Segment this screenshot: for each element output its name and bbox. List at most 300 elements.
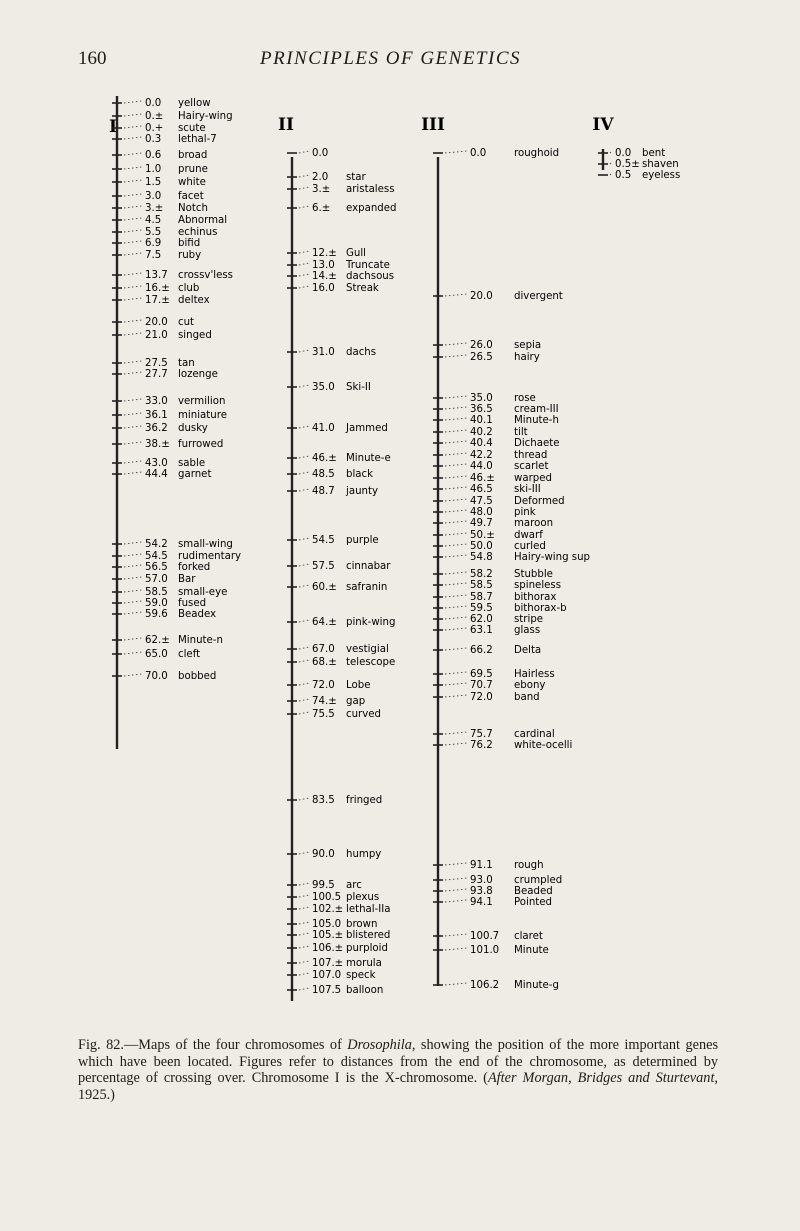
locus-leader (299, 852, 309, 854)
locus-gene: Beadex (178, 609, 217, 620)
locus-leader (124, 101, 142, 103)
locus-leader (445, 628, 467, 630)
locus-leader (445, 948, 467, 950)
locus-gene: thread (514, 450, 548, 461)
locus-gene: Minute-h (514, 415, 559, 426)
locus-gene: sable (178, 458, 206, 469)
locus-gene: vestigial (346, 644, 389, 655)
locus-position: 72.0 (312, 680, 335, 691)
locus-leader (445, 343, 467, 345)
locus-position: 35.0 (312, 382, 335, 393)
locus-position: 38.± (145, 439, 170, 450)
locus-gene: arc (346, 880, 362, 891)
locus-leader (445, 487, 467, 489)
locus-position: 46.5 (470, 484, 493, 495)
locus-position: 43.0 (145, 458, 168, 469)
locus-position: 0.0 (615, 148, 632, 159)
locus-leader (124, 253, 142, 255)
chromosome-I-label: I (109, 117, 117, 137)
locus-gene: scute (178, 123, 206, 134)
locus-position: 107.± (312, 958, 344, 969)
locus-leader (124, 320, 142, 322)
locus-gene: prune (178, 164, 208, 175)
locus-position: 91.1 (470, 860, 493, 871)
locus-leader (445, 672, 467, 674)
locus-gene: plexus (346, 892, 380, 903)
locus-gene: rose (514, 393, 536, 404)
locus-leader (445, 732, 467, 734)
locus-gene: small-wing (178, 539, 233, 550)
locus-position: 66.2 (470, 645, 493, 656)
locus-leader (445, 355, 467, 357)
locus-leader (124, 577, 142, 579)
locus-leader (299, 660, 309, 662)
locus-leader (124, 298, 142, 300)
locus-gene: furrowed (178, 439, 224, 450)
caption-text-c: , 1925.) (78, 1070, 718, 1103)
locus-position: 0.0 (470, 148, 487, 159)
locus-position: 14.± (312, 271, 337, 282)
locus-gene: bobbed (178, 671, 217, 682)
locus-leader (445, 617, 467, 619)
locus-gene: pink-wing (346, 617, 396, 628)
locus-gene: Beaded (514, 886, 553, 897)
locus-gene: club (178, 283, 200, 294)
locus-gene: crossv'less (178, 270, 233, 281)
locus-position: 54.8 (470, 552, 493, 563)
locus-leader (445, 743, 467, 745)
locus-gene: fringed (346, 795, 383, 806)
locus-leader (445, 572, 467, 574)
caption-genus: Drosophila (347, 1037, 412, 1053)
locus-leader (124, 638, 142, 640)
locus-position: 64.± (312, 617, 337, 628)
page-number: 160 (78, 48, 107, 69)
locus-leader (124, 273, 142, 275)
locus-position: 59.5 (470, 603, 493, 614)
locus-position: 3.± (145, 203, 164, 214)
locus-leader (124, 167, 142, 169)
locus-leader (445, 430, 467, 432)
locus-leader (299, 286, 309, 288)
locus-leader (445, 499, 467, 501)
locus-gene: ski-III (514, 484, 541, 495)
locus-leader (299, 988, 309, 990)
locus-position: 62.0 (470, 614, 493, 625)
locus-leader (124, 333, 142, 335)
locus-leader (124, 372, 142, 374)
locus-gene: roughoid (514, 148, 560, 159)
locus-position: 1.5 (145, 177, 162, 188)
locus-position: 101.0 (470, 945, 500, 956)
locus-leader (445, 934, 467, 936)
locus-leader (124, 230, 142, 232)
locus-position: 0.5± (615, 159, 640, 170)
locus-position: 0.± (145, 111, 164, 122)
locus-leader (124, 674, 142, 676)
locus-position: 99.5 (312, 880, 335, 891)
locus-position: 40.1 (470, 415, 493, 426)
locus-position: 41.0 (312, 423, 335, 434)
locus-position: 56.5 (145, 562, 168, 573)
locus-gene: Minute-n (178, 635, 223, 646)
locus-position: 58.2 (470, 569, 493, 580)
locus-leader (124, 399, 142, 401)
locus-gene: bithorax (514, 592, 557, 603)
locus-gene: aristaless (346, 184, 395, 195)
locus-gene: vermilion (178, 396, 226, 407)
locus-gene: telescope (346, 657, 396, 668)
running-head: PRINCIPLES OF GENETICS (260, 48, 521, 69)
locus-gene: jaunty (346, 486, 379, 497)
locus-gene: Gull (346, 248, 367, 259)
locus-position: 67.0 (312, 644, 335, 655)
locus-position: 59.6 (145, 609, 168, 620)
locus-gene: dachsous (346, 271, 395, 282)
locus-gene: stripe (514, 614, 544, 625)
locus-leader (445, 683, 467, 685)
locus-leader (299, 426, 309, 428)
locus-gene: Bar (178, 574, 196, 585)
locus-leader (299, 456, 309, 458)
locus-leader (124, 137, 142, 139)
locus-position: 6.9 (145, 238, 162, 249)
locus-position: 106.± (312, 943, 344, 954)
locus-position: 69.5 (470, 669, 493, 680)
locus-gene: purple (346, 535, 379, 546)
locus-gene: rough (514, 860, 544, 871)
locus-gene: blistered (346, 930, 391, 941)
locus-gene: Jammed (346, 423, 388, 434)
locus-position: 107.0 (312, 970, 342, 981)
locus-gene: maroon (514, 518, 554, 529)
locus-gene: curled (514, 541, 546, 552)
locus-leader (445, 476, 467, 478)
locus-leader (299, 712, 309, 714)
locus-leader (124, 554, 142, 556)
locus-position: 0.5 (615, 170, 632, 181)
locus-gene: lethal-IIa (346, 904, 391, 915)
locus-gene: cardinal (514, 729, 555, 740)
locus-leader (299, 206, 309, 208)
locus-gene: band (514, 692, 540, 703)
locus-leader (445, 294, 467, 296)
locus-leader (299, 472, 309, 474)
locus-position: 48.5 (312, 469, 335, 480)
locus-position: 74.± (312, 696, 337, 707)
locus-leader (124, 612, 142, 614)
locus-gene: morula (346, 958, 382, 969)
locus-position: 47.5 (470, 496, 493, 507)
locus-gene: pink (514, 507, 536, 518)
locus-leader (445, 441, 467, 443)
locus-gene: broad (178, 150, 208, 161)
locus-gene: singed (178, 330, 212, 341)
locus-gene: Hairy-wing (178, 111, 233, 122)
locus-position: 2.0 (312, 172, 329, 183)
locus-position: 42.2 (470, 450, 493, 461)
locus-gene: small-eye (178, 587, 228, 598)
locus-leader (445, 151, 467, 153)
locus-gene: Hairless (514, 669, 555, 680)
locus-leader (299, 683, 309, 685)
locus-position: 63.1 (470, 625, 493, 636)
locus-position: 100.7 (470, 931, 500, 942)
locus-gene: ruby (178, 250, 202, 261)
locus-gene: star (346, 172, 366, 183)
locus-leader (445, 544, 467, 546)
locus-position: 17.± (145, 295, 170, 306)
locus-position: 90.0 (312, 849, 335, 860)
locus-gene: Notch (178, 203, 208, 214)
locus-position: 59.0 (145, 598, 168, 609)
locus-leader (124, 442, 142, 444)
locus-position: 6.± (312, 203, 331, 214)
locus-gene: black (346, 469, 374, 480)
locus-leader (445, 595, 467, 597)
locus-leader (299, 489, 309, 491)
locus-gene: Truncate (346, 260, 390, 271)
locus-gene: Abnormal (178, 215, 228, 226)
locus-leader (124, 426, 142, 428)
locus-position: 4.5 (145, 215, 162, 226)
locus-gene: humpy (346, 849, 382, 860)
chromosome-IV-label: IV (592, 115, 614, 135)
locus-gene: expanded (346, 203, 397, 214)
locus-position: 0.0 (312, 148, 329, 159)
locus-leader (124, 542, 142, 544)
locus-position: 26.0 (470, 340, 493, 351)
locus-gene: claret (514, 931, 543, 942)
locus-leader (445, 521, 467, 523)
locus-gene: tan (178, 358, 195, 369)
locus-gene: Streak (346, 283, 379, 294)
locus-position: 54.2 (145, 539, 168, 550)
locus-position: 83.5 (312, 795, 335, 806)
locus-leader (445, 407, 467, 409)
locus-position: 35.0 (470, 393, 493, 404)
locus-gene: Deformed (514, 496, 565, 507)
locus-gene: Minute-g (514, 980, 559, 991)
locus-position: 49.7 (470, 518, 493, 529)
locus-gene: warped (514, 473, 552, 484)
locus-gene: Ski-II (346, 382, 371, 393)
locus-position: 48.7 (312, 486, 335, 497)
locus-gene: Pointed (514, 897, 553, 908)
locus-leader (445, 878, 467, 880)
locus-leader (299, 647, 309, 649)
locus-leader (124, 194, 142, 196)
locus-position: 5.5 (145, 227, 162, 238)
locus-gene: eyeless (642, 170, 681, 181)
locus-leader (445, 900, 467, 902)
locus-leader (124, 286, 142, 288)
locus-position: 107.5 (312, 985, 342, 996)
locus-leader (610, 151, 612, 153)
locus-leader (299, 274, 309, 276)
locus-leader (124, 590, 142, 592)
locus-gene: rudimentary (178, 551, 242, 562)
locus-position: 75.5 (312, 709, 335, 720)
figure-number: Fig. 82. (78, 1037, 124, 1053)
locus-leader (124, 180, 142, 182)
locus-position: 12.± (312, 248, 337, 259)
locus-position: 3.0 (145, 191, 162, 202)
locus-gene: cinnabar (346, 561, 391, 572)
locus-gene: curved (346, 709, 382, 720)
locus-leader (299, 798, 309, 800)
locus-position: 58.5 (145, 587, 168, 598)
locus-leader (445, 606, 467, 608)
locus-position: 58.7 (470, 592, 493, 603)
locus-gene: miniature (178, 410, 227, 421)
locus-position: 40.2 (470, 427, 493, 438)
locus-position: 105.0 (312, 919, 342, 930)
locus-gene: brown (346, 919, 378, 930)
locus-gene: Minute (514, 945, 549, 956)
locus-gene: spineless (514, 580, 562, 591)
locus-leader (610, 162, 612, 164)
locus-gene: shaven (642, 159, 679, 170)
locus-position: 70.0 (145, 671, 168, 682)
locus-gene: Stubble (514, 569, 553, 580)
locus-position: 46.± (470, 473, 495, 484)
locus-gene: sepia (514, 340, 542, 351)
locus-leader (124, 601, 142, 603)
locus-leader (299, 933, 309, 935)
locus-leader (445, 396, 467, 398)
locus-gene: facet (178, 191, 204, 202)
locus-leader (610, 173, 612, 175)
locus-position: 54.5 (312, 535, 335, 546)
locus-gene: Lobe (346, 680, 371, 691)
locus-leader (124, 126, 142, 128)
locus-leader (299, 907, 309, 909)
locus-position: 13.0 (312, 260, 335, 271)
locus-gene: white (178, 177, 206, 188)
locus-gene: white-ocelli (514, 740, 573, 751)
locus-leader (299, 385, 309, 387)
locus-position: 62.± (145, 635, 170, 646)
locus-gene: crumpled (514, 875, 563, 886)
locus-gene: fused (178, 598, 207, 609)
locus-position: 36.1 (145, 410, 168, 421)
caption-text-a: —Maps of the four chromosomes of (123, 1037, 348, 1053)
locus-position: 16.0 (312, 283, 335, 294)
locus-leader (445, 863, 467, 865)
locus-position: 105.± (312, 930, 344, 941)
caption-text-b: , showing the position of the more important genes which have been located. Figures refer to distances from the end of the chromosome, as determined by percentage of crossing over. Chromosome I is the X-chromosome. ( (78, 1037, 719, 1087)
locus-leader (299, 883, 309, 885)
locus-position: 106.2 (470, 980, 500, 991)
locus-position: 0.0 (145, 98, 162, 109)
locus-leader (124, 218, 142, 220)
locus-position: 93.0 (470, 875, 493, 886)
locus-gene: cream-III (514, 404, 559, 415)
locus-leader (445, 453, 467, 455)
locus-position: 57.5 (312, 561, 335, 572)
locus-leader (299, 251, 309, 253)
locus-position: 31.0 (312, 347, 335, 358)
locus-gene: dwarf (514, 530, 543, 541)
locus-position: 50.0 (470, 541, 493, 552)
locus-leader (445, 889, 467, 891)
locus-gene: purploid (346, 943, 388, 954)
locus-leader (299, 973, 309, 975)
locus-position: 13.7 (145, 270, 168, 281)
locus-position: 94.1 (470, 897, 493, 908)
locus-position: 3.± (312, 184, 331, 195)
locus-gene: tilt (514, 427, 528, 438)
locus-gene: Dichaete (514, 438, 560, 449)
locus-position: 36.2 (145, 423, 168, 434)
locus-position: 50.± (470, 530, 495, 541)
locus-position: 36.5 (470, 404, 493, 415)
locus-leader (445, 418, 467, 420)
locus-gene: glass (514, 625, 541, 636)
locus-gene: dusky (178, 423, 208, 434)
locus-leader (445, 583, 467, 585)
locus-leader (299, 151, 309, 153)
locus-gene: lozenge (178, 369, 218, 380)
locus-position: 0.3 (145, 134, 162, 145)
locus-position: 72.0 (470, 692, 493, 703)
locus-leader (445, 983, 467, 985)
locus-position: 48.0 (470, 507, 493, 518)
locus-position: 100.5 (312, 892, 342, 903)
locus-gene: forked (178, 562, 211, 573)
locus-gene: gap (346, 696, 366, 707)
locus-position: 16.± (145, 283, 170, 294)
locus-leader (299, 946, 309, 948)
locus-leader (445, 555, 467, 557)
locus-position: 26.5 (470, 352, 493, 363)
locus-leader (299, 699, 309, 701)
locus-position: 46.± (312, 453, 337, 464)
locus-leader (299, 564, 309, 566)
locus-leader (124, 461, 142, 463)
locus-gene: deltex (178, 295, 210, 306)
locus-leader (445, 648, 467, 650)
locus-position: 33.0 (145, 396, 168, 407)
locus-position: 44.0 (470, 461, 493, 472)
locus-position: 58.5 (470, 580, 493, 591)
locus-position: 1.0 (145, 164, 162, 175)
locus-position: 20.0 (145, 317, 168, 328)
locus-position: 65.0 (145, 649, 168, 660)
locus-gene: cleft (178, 649, 201, 660)
locus-position: 21.0 (145, 330, 168, 341)
locus-position: 44.4 (145, 469, 168, 480)
locus-leader (299, 922, 309, 924)
locus-gene: dachs (346, 347, 377, 358)
locus-leader (124, 565, 142, 567)
locus-leader (445, 533, 467, 535)
locus-position: 57.0 (145, 574, 168, 585)
locus-gene: yellow (178, 98, 211, 109)
locus-gene: Delta (514, 645, 542, 656)
chromosome-II-label: II (278, 115, 294, 135)
locus-leader (299, 187, 309, 189)
locus-position: 20.0 (470, 291, 493, 302)
locus-leader (124, 652, 142, 654)
locus-leader (299, 895, 309, 897)
locus-gene: balloon (346, 985, 384, 996)
locus-gene: garnet (178, 469, 212, 480)
locus-leader (299, 585, 309, 587)
locus-leader (124, 206, 142, 208)
chromosome-III-label: III (421, 115, 445, 135)
